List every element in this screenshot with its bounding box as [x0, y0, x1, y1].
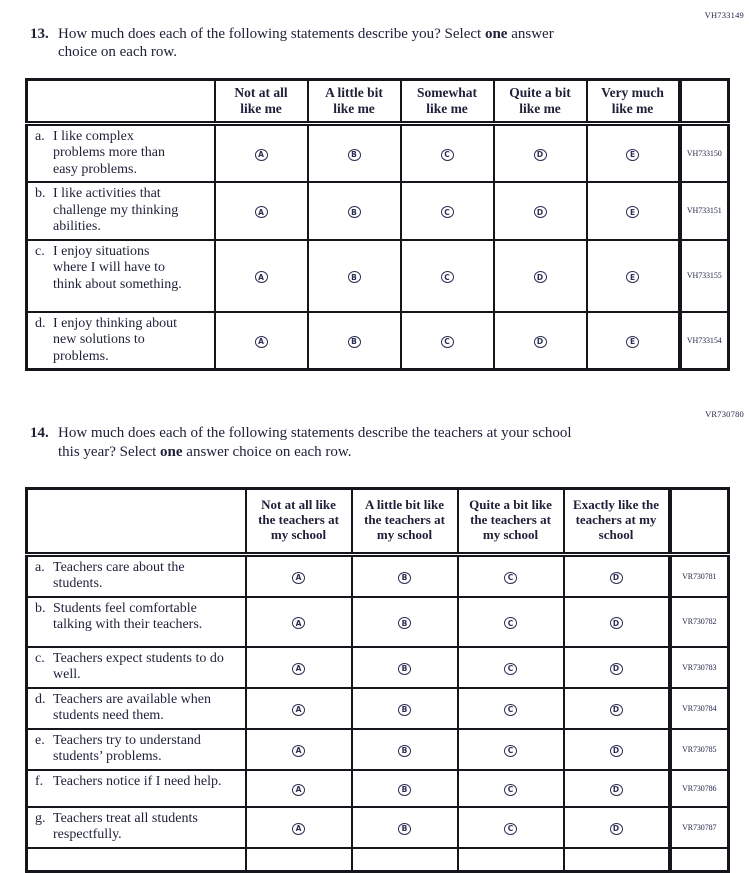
option-cell	[494, 182, 587, 240]
option-cell	[458, 729, 564, 770]
option-b-bubble[interactable]: B	[398, 617, 411, 629]
option-cell	[458, 647, 564, 688]
column-header: Quite a bit like the teachers at my school	[458, 488, 564, 554]
option-cell	[215, 240, 308, 312]
row-code: VR730781	[670, 554, 729, 597]
code-header-cell	[670, 488, 729, 554]
statement-cell	[27, 770, 246, 807]
statement-cell	[27, 554, 246, 597]
option-d-bubble[interactable]: D	[610, 704, 623, 716]
option-a-bubble[interactable]: A	[292, 663, 305, 675]
option-a-bubble[interactable]: A	[292, 784, 305, 796]
table-row	[27, 597, 729, 647]
option-cell	[352, 597, 458, 647]
row-letter: c.	[35, 650, 45, 666]
row-code: VR730784	[670, 688, 729, 729]
option-cell	[352, 647, 458, 688]
code-header-cell	[680, 79, 729, 123]
option-cell	[352, 807, 458, 848]
option-cell	[587, 123, 680, 182]
table-row	[27, 182, 729, 240]
option-d-bubble[interactable]: D	[610, 572, 623, 584]
option-b-bubble[interactable]: B	[348, 206, 361, 218]
question-text	[58, 25, 662, 62]
option-b-bubble[interactable]: B	[398, 745, 411, 757]
row-code: VR730783	[670, 647, 729, 688]
question-text	[58, 424, 662, 461]
column-header: Not at all like the teachers at my school	[246, 488, 352, 554]
table-row	[27, 770, 729, 807]
row-code: VR730785	[670, 729, 729, 770]
q14-section	[0, 409, 749, 873]
option-cell	[564, 848, 670, 872]
row-code: VH733154	[680, 312, 729, 370]
statement-text: Teachers expect students to do well.	[53, 650, 224, 683]
option-c-bubble[interactable]: C	[441, 206, 454, 218]
option-cell	[458, 688, 564, 729]
prompt-text: How much does each of the following statements describe you? Select	[58, 26, 485, 42]
option-cell	[564, 597, 670, 647]
option-cell	[308, 312, 401, 370]
option-d-bubble[interactable]: D	[534, 206, 547, 218]
option-a-bubble[interactable]: A	[255, 271, 268, 283]
option-cell	[215, 312, 308, 370]
option-cell	[564, 729, 670, 770]
option-a-bubble[interactable]: A	[292, 823, 305, 835]
statement-text: Teachers care about the students.	[53, 559, 185, 592]
row-letter: f.	[35, 773, 44, 789]
option-c-bubble[interactable]: C	[441, 336, 454, 348]
table-row	[27, 312, 729, 370]
option-cell	[401, 240, 494, 312]
option-cell	[564, 770, 670, 807]
prompt-text: this year? Select	[58, 443, 161, 460]
option-cell	[401, 312, 494, 370]
q14-question	[30, 424, 749, 461]
option-cell	[246, 554, 352, 597]
statement-cell	[27, 848, 246, 872]
column-header: Very much like me	[587, 79, 680, 123]
q13-table	[25, 78, 730, 372]
column-header: Quite a bit like me	[494, 79, 587, 123]
option-cell	[458, 807, 564, 848]
row-letter: d.	[35, 315, 46, 331]
option-b-bubble[interactable]: B	[398, 572, 411, 584]
row-code: VH733150	[680, 123, 729, 182]
statement-cell	[27, 688, 246, 729]
column-header: A little bit like the teachers at my school	[352, 488, 458, 554]
option-b-bubble[interactable]: B	[348, 336, 361, 348]
option-cell	[401, 123, 494, 182]
statement-cell	[27, 807, 246, 848]
option-cell	[246, 729, 352, 770]
option-d-bubble[interactable]: D	[534, 336, 547, 348]
option-b-bubble[interactable]: B	[398, 823, 411, 835]
question-number: 13.	[30, 26, 49, 42]
statement-text: Teachers treat all students respectfully.	[53, 810, 198, 843]
row-letter: d.	[35, 691, 46, 707]
option-b-bubble[interactable]: B	[398, 704, 411, 716]
table-row	[27, 647, 729, 688]
option-c-bubble[interactable]: C	[504, 823, 517, 835]
option-c-bubble[interactable]: C	[504, 617, 517, 629]
prompt-text: answer choice on each row.	[182, 443, 352, 460]
option-cell	[458, 554, 564, 597]
table-row	[27, 688, 729, 729]
option-c-bubble[interactable]: C	[504, 704, 517, 716]
prompt-bold-word: one	[484, 26, 508, 42]
option-a-bubble[interactable]: A	[292, 617, 305, 629]
option-cell	[458, 848, 564, 872]
statement-header-cell	[27, 488, 246, 554]
option-e-bubble[interactable]: E	[626, 206, 639, 218]
option-cell	[215, 123, 308, 182]
option-a-bubble[interactable]: A	[292, 745, 305, 757]
option-cell	[308, 240, 401, 312]
option-cell	[246, 597, 352, 647]
table-row	[27, 729, 729, 770]
option-b-bubble[interactable]: B	[348, 271, 361, 283]
column-header: Exactly like the teachers at my school	[564, 488, 670, 554]
option-cell	[587, 312, 680, 370]
statement-text: Students feel comfortable talking with their teachers.	[53, 600, 203, 633]
statement-cell	[27, 240, 215, 312]
option-d-bubble[interactable]: D	[610, 745, 623, 757]
option-cell	[352, 729, 458, 770]
option-d-bubble[interactable]: D	[534, 149, 547, 161]
q13-question	[30, 25, 749, 62]
option-c-bubble[interactable]: C	[441, 271, 454, 283]
question-number: 14.	[30, 425, 49, 442]
partial-row	[27, 848, 729, 872]
option-d-bubble[interactable]: D	[610, 617, 623, 629]
option-c-bubble[interactable]: C	[504, 572, 517, 584]
option-a-bubble[interactable]: A	[255, 206, 268, 218]
statement-text: I enjoy situations where I will have to think about something.	[53, 243, 182, 292]
option-cell	[587, 182, 680, 240]
option-cell	[564, 647, 670, 688]
row-code: VH733155	[680, 240, 729, 312]
option-cell	[352, 848, 458, 872]
statement-cell	[27, 123, 215, 182]
prompt-text: answer	[507, 26, 554, 42]
option-cell	[352, 554, 458, 597]
option-e-bubble[interactable]: E	[626, 271, 639, 283]
row-code: VH733151	[680, 182, 729, 240]
option-a-bubble[interactable]: A	[292, 704, 305, 716]
option-cell	[352, 688, 458, 729]
statement-header-cell	[27, 79, 215, 123]
option-cell	[564, 688, 670, 729]
column-header: A little bit like me	[308, 79, 401, 123]
table-row	[27, 240, 729, 312]
row-letter: a.	[35, 559, 45, 575]
statement-text: I like complex problems more than easy problems.	[53, 128, 165, 177]
prompt-bold-word: one	[160, 443, 183, 460]
column-header: Somewhat like me	[401, 79, 494, 123]
option-b-bubble[interactable]: B	[398, 784, 411, 796]
row-letter: b.	[35, 186, 46, 202]
option-cell	[494, 240, 587, 312]
option-cell	[308, 123, 401, 182]
row-code: VR730787	[670, 807, 729, 848]
statement-text: I enjoy thinking about new solutions to problems.	[53, 315, 178, 364]
option-cell	[458, 770, 564, 807]
option-c-bubble[interactable]: C	[441, 149, 454, 161]
option-b-bubble[interactable]: B	[348, 149, 361, 161]
option-cell	[308, 182, 401, 240]
table-row	[27, 807, 729, 848]
option-c-bubble[interactable]: C	[504, 663, 517, 675]
option-cell	[494, 312, 587, 370]
option-b-bubble[interactable]: B	[398, 663, 411, 675]
option-cell	[494, 123, 587, 182]
option-a-bubble[interactable]: A	[255, 336, 268, 348]
option-cell	[246, 848, 352, 872]
row-letter: c.	[35, 243, 45, 259]
row-letter: a.	[35, 128, 45, 144]
option-cell	[564, 554, 670, 597]
option-c-bubble[interactable]: C	[504, 784, 517, 796]
option-cell	[458, 597, 564, 647]
option-cell	[246, 770, 352, 807]
option-cell	[352, 770, 458, 807]
option-d-bubble[interactable]: D	[610, 823, 623, 835]
question-code: VR730780	[705, 409, 744, 420]
option-d-bubble[interactable]: D	[534, 271, 547, 283]
table-row	[27, 123, 729, 182]
option-cell	[246, 807, 352, 848]
statement-text: I like activities that challenge my thinking abilities.	[53, 186, 179, 235]
option-d-bubble[interactable]: D	[610, 663, 623, 675]
row-letter: g.	[35, 810, 46, 826]
option-e-bubble[interactable]: E	[626, 149, 639, 161]
row-code	[670, 848, 729, 872]
statement-text: Teachers notice if I need help.	[53, 773, 222, 789]
option-cell	[246, 647, 352, 688]
option-c-bubble[interactable]: C	[504, 745, 517, 757]
row-code: VR730782	[670, 597, 729, 647]
option-cell	[246, 688, 352, 729]
statement-text: Teachers are available when students need them.	[53, 691, 211, 724]
table-row	[27, 554, 729, 597]
question-code: VH733149	[704, 10, 744, 20]
option-cell	[401, 182, 494, 240]
statement-cell	[27, 182, 215, 240]
prompt-text: How much does each of the following statements describe the teachers at your school	[58, 425, 572, 442]
q14-table	[25, 487, 730, 873]
statement-cell	[27, 597, 246, 647]
prompt-text: choice on each row.	[58, 44, 177, 61]
statement-cell	[27, 312, 215, 370]
row-letter: e.	[35, 732, 45, 748]
header-row	[27, 488, 729, 554]
option-e-bubble[interactable]: E	[626, 336, 639, 348]
statement-cell	[27, 647, 246, 688]
q13-section	[0, 10, 749, 371]
option-d-bubble[interactable]: D	[610, 784, 623, 796]
statement-cell	[27, 729, 246, 770]
column-header: Not at all like me	[215, 79, 308, 123]
row-letter: b.	[35, 600, 46, 616]
option-cell	[215, 182, 308, 240]
option-cell	[587, 240, 680, 312]
statement-text: Teachers try to understand students’ problems.	[53, 732, 201, 765]
option-a-bubble[interactable]: A	[255, 149, 268, 161]
header-row	[27, 79, 729, 123]
option-cell	[564, 807, 670, 848]
row-code: VR730786	[670, 770, 729, 807]
option-a-bubble[interactable]: A	[292, 572, 305, 584]
